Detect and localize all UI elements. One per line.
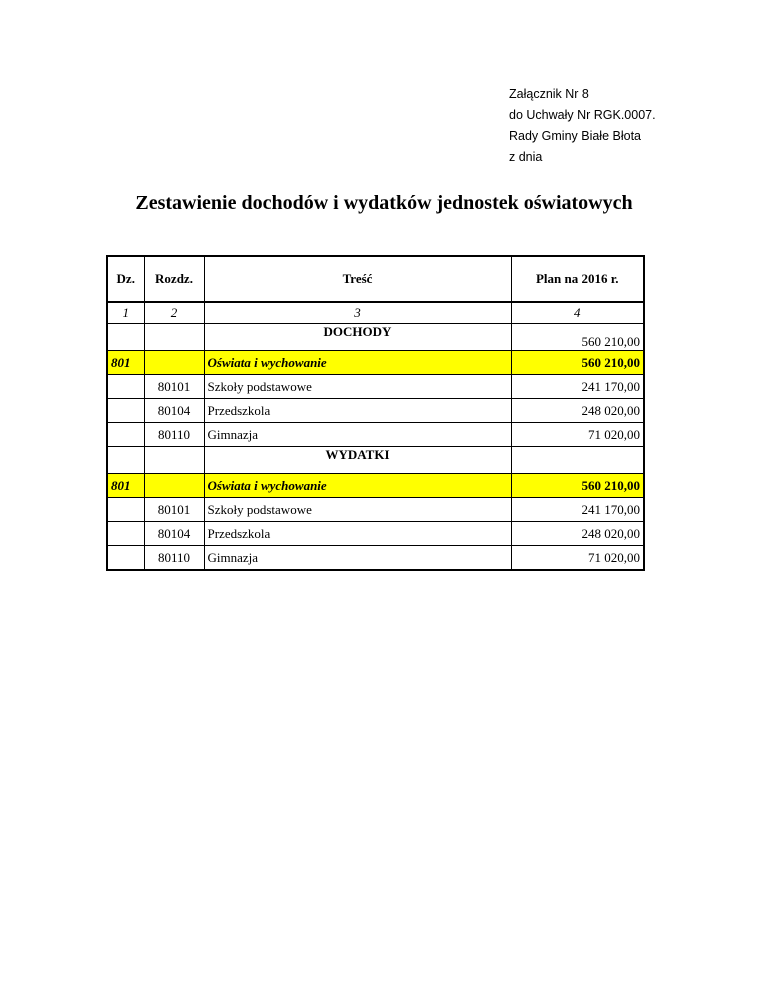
annex-line: Rady Gminy Białe Błota (509, 129, 642, 143)
rozdzial-code: 80110 (144, 546, 204, 571)
rozdzial-name: Szkoły podstawowe (204, 375, 511, 399)
dzial-name: Oświata i wychowanie (204, 474, 511, 498)
rozdzial-code: 80110 (144, 423, 204, 447)
empty-cell (107, 447, 144, 474)
annex-line: z dnia (509, 150, 543, 164)
rozdzial-value: 248 020,00 (511, 522, 644, 546)
empty-cell (107, 375, 144, 399)
empty-cell (511, 447, 644, 474)
rozdzial-code: 80101 (144, 498, 204, 522)
col-number: 1 (107, 302, 144, 324)
empty-cell (144, 324, 204, 351)
table-row (107, 375, 644, 399)
dzial-name: Oświata i wychowanie (204, 351, 511, 375)
document-title: Zestawienie dochodów i wydatków jednostek oświatowych (135, 192, 633, 214)
rozdzial-name: Przedszkola (204, 399, 511, 423)
empty-cell (144, 474, 204, 498)
column-number-row (107, 302, 644, 324)
rozdzial-value: 71 020,00 (511, 546, 644, 571)
rozdzial-code: 80101 (144, 375, 204, 399)
empty-cell (107, 399, 144, 423)
annex-note (509, 84, 656, 168)
section-row-dochody (107, 324, 644, 351)
rozdzial-code: 80104 (144, 522, 204, 546)
table-row (107, 423, 644, 447)
rozdzial-name: Gimnazja (204, 423, 511, 447)
dzial-row (107, 351, 644, 375)
table-row (107, 546, 644, 571)
section-row-wydatki (107, 447, 644, 474)
table-row (107, 498, 644, 522)
empty-cell (107, 546, 144, 571)
table-header-row (107, 256, 644, 302)
rozdzial-name: Gimnazja (204, 546, 511, 571)
empty-cell (107, 324, 144, 351)
annex-line: Załącznik Nr 8 (509, 87, 589, 101)
table-row (107, 399, 644, 423)
dzial-code: 801 (107, 351, 144, 375)
rozdzial-name: Szkoły podstawowe (204, 498, 511, 522)
dzial-value: 560 210,00 (511, 474, 644, 498)
rozdzial-value: 248 020,00 (511, 399, 644, 423)
dzial-code: 801 (107, 474, 144, 498)
header-plan: Plan na 2016 r. (511, 256, 644, 302)
section-label: DOCHODY (204, 324, 511, 351)
empty-cell (144, 447, 204, 474)
dzial-row (107, 474, 644, 498)
header-dz: Dz. (107, 256, 144, 302)
header-rozdz: Rozdz. (144, 256, 204, 302)
rozdzial-name: Przedszkola (204, 522, 511, 546)
rozdzial-code: 80104 (144, 399, 204, 423)
section-total: 560 210,00 (511, 324, 644, 351)
col-number: 2 (144, 302, 204, 324)
empty-cell (144, 351, 204, 375)
col-number: 3 (204, 302, 511, 324)
empty-cell (107, 423, 144, 447)
rozdzial-value: 241 170,00 (511, 375, 644, 399)
empty-cell (107, 498, 144, 522)
rozdzial-value: 241 170,00 (511, 498, 644, 522)
annex-line: do Uchwały Nr RGK.0007. (509, 108, 656, 122)
rozdzial-value: 71 020,00 (511, 423, 644, 447)
empty-cell (107, 522, 144, 546)
budget-table (106, 255, 645, 571)
section-label: WYDATKI (204, 447, 511, 474)
header-tresc: Treść (204, 256, 511, 302)
table-row (107, 522, 644, 546)
col-number: 4 (511, 302, 644, 324)
dzial-value: 560 210,00 (511, 351, 644, 375)
